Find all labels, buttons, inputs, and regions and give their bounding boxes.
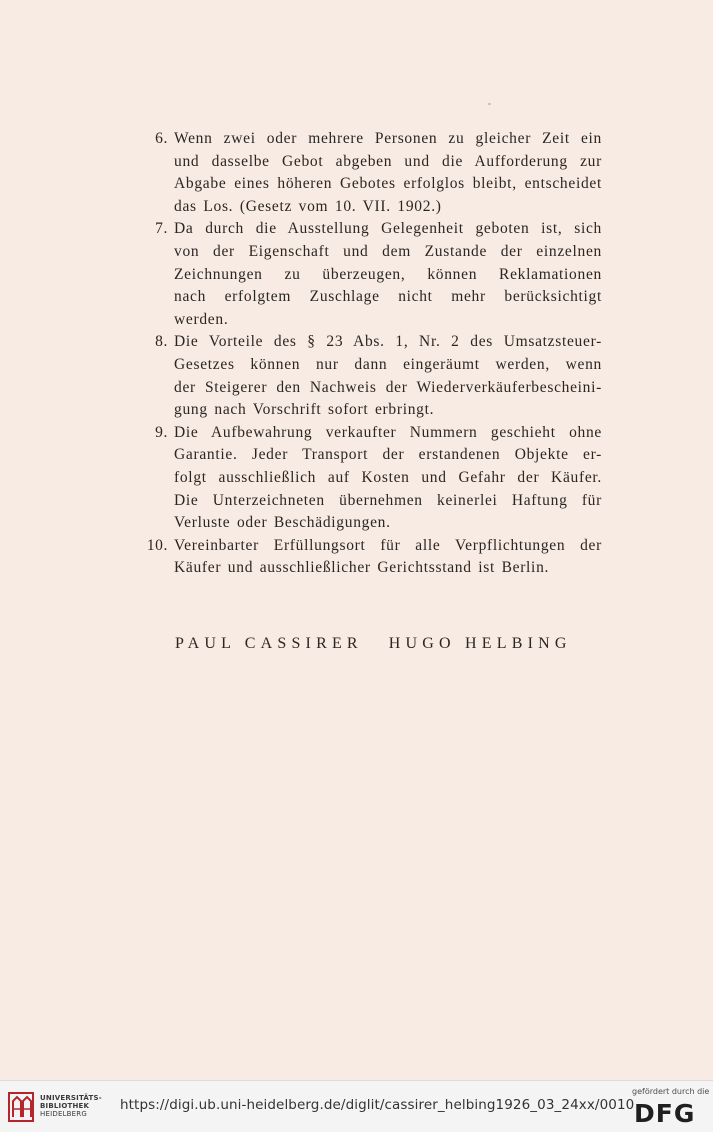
clause-9 [130,422,602,535]
clause-10 [130,535,602,580]
clause-number: 8. [155,333,168,351]
clause-line: der Steigerer den Nachweis der Wiederverkäuferbescheini- [174,378,602,396]
university-library-logo[interactable] [8,1091,36,1123]
paper-speck [488,103,491,105]
clause-line: Garantie. Jeder Transport der erstandenen Objekte er- [174,446,602,464]
clause-line: Da durch die Ausstellung Gelegenheit geboten ist, sich [174,220,602,238]
clause-line: Gesetzes können nur dann eingeräumt werden, wenn [174,355,602,373]
clause-line: Die Aufbewahrung verkaufter Nummern geschieht ohne [174,423,602,441]
clause-number: 10. [146,536,168,554]
clause-line: folgt ausschließlich auf Kosten und Gefahr der Käufer. [174,468,602,486]
terms-list [130,128,602,580]
funding-text: gefördert durch die [632,1087,710,1096]
clause-text [174,331,602,421]
library-name [40,1094,102,1118]
clause-text [174,218,602,331]
viewer-footer [0,1080,713,1132]
clause-line: nach erfolgtem Zuschlage nicht mehr berücksichtigt [174,288,602,306]
clause-line: von der Eigenschaft und dem Zustande der einzelnen [174,242,602,260]
clause-number: 9. [155,423,168,441]
permalink-url[interactable]: https://digi.ub.uni-heidelberg.de/diglit/cassirer_helbing1926_03_24xx/0010 [120,1097,635,1113]
clause-line: Vereinbarter Erfüllungsort für alle Verpflichtungen der [174,536,602,554]
clause-8 [130,331,602,421]
signatory-paul-cassirer: PAUL CASSIRER [175,635,363,652]
clause-number: 7. [155,220,168,238]
clause-6 [130,128,602,218]
clause-line: Abgabe eines höheren Gebotes erfolglos bleibt, entscheidet [174,175,602,193]
signature-line [175,635,605,653]
clause-line: gung nach Vorschrift sofort erbringt. [174,401,435,419]
clause-7 [130,218,602,331]
clause-text [174,422,602,535]
clause-line: Wenn zwei oder mehrere Personen zu gleicher Zeit ein [174,130,602,147]
dfg-logo[interactable]: DFG [634,1099,696,1128]
clause-line: Die Unterzeichneten übernehmen keinerlei Haftung für [174,491,602,509]
library-name-line: UNIVERSITÄTS- [40,1094,102,1102]
library-name-line: BIBLIOTHEK [40,1102,90,1110]
library-name-line: HEIDELBERG [40,1110,87,1118]
clause-line: Verluste oder Beschädigungen. [174,514,391,532]
clause-number: 6. [155,130,168,147]
library-seal-icon [8,1091,36,1123]
clause-line: das Los. (Gesetz vom 10. VII. 1902.) [174,197,442,215]
clause-text [174,128,602,218]
clause-line: Die Vorteile des § 23 Abs. 1, Nr. 2 des Umsatzsteuer- [174,333,602,351]
clause-line: Zeichnungen zu überzeugen, können Reklamationen [174,265,602,283]
signatory-hugo-helbing: HUGO HELBING [388,635,572,652]
clause-line: Käufer und ausschließlicher Gerichtsstand ist Berlin. [174,559,550,577]
clause-text [174,535,602,580]
clause-line: und dasselbe Gebot abgeben und die Aufforderung zur [174,152,602,170]
clause-line: werden. [174,310,229,328]
